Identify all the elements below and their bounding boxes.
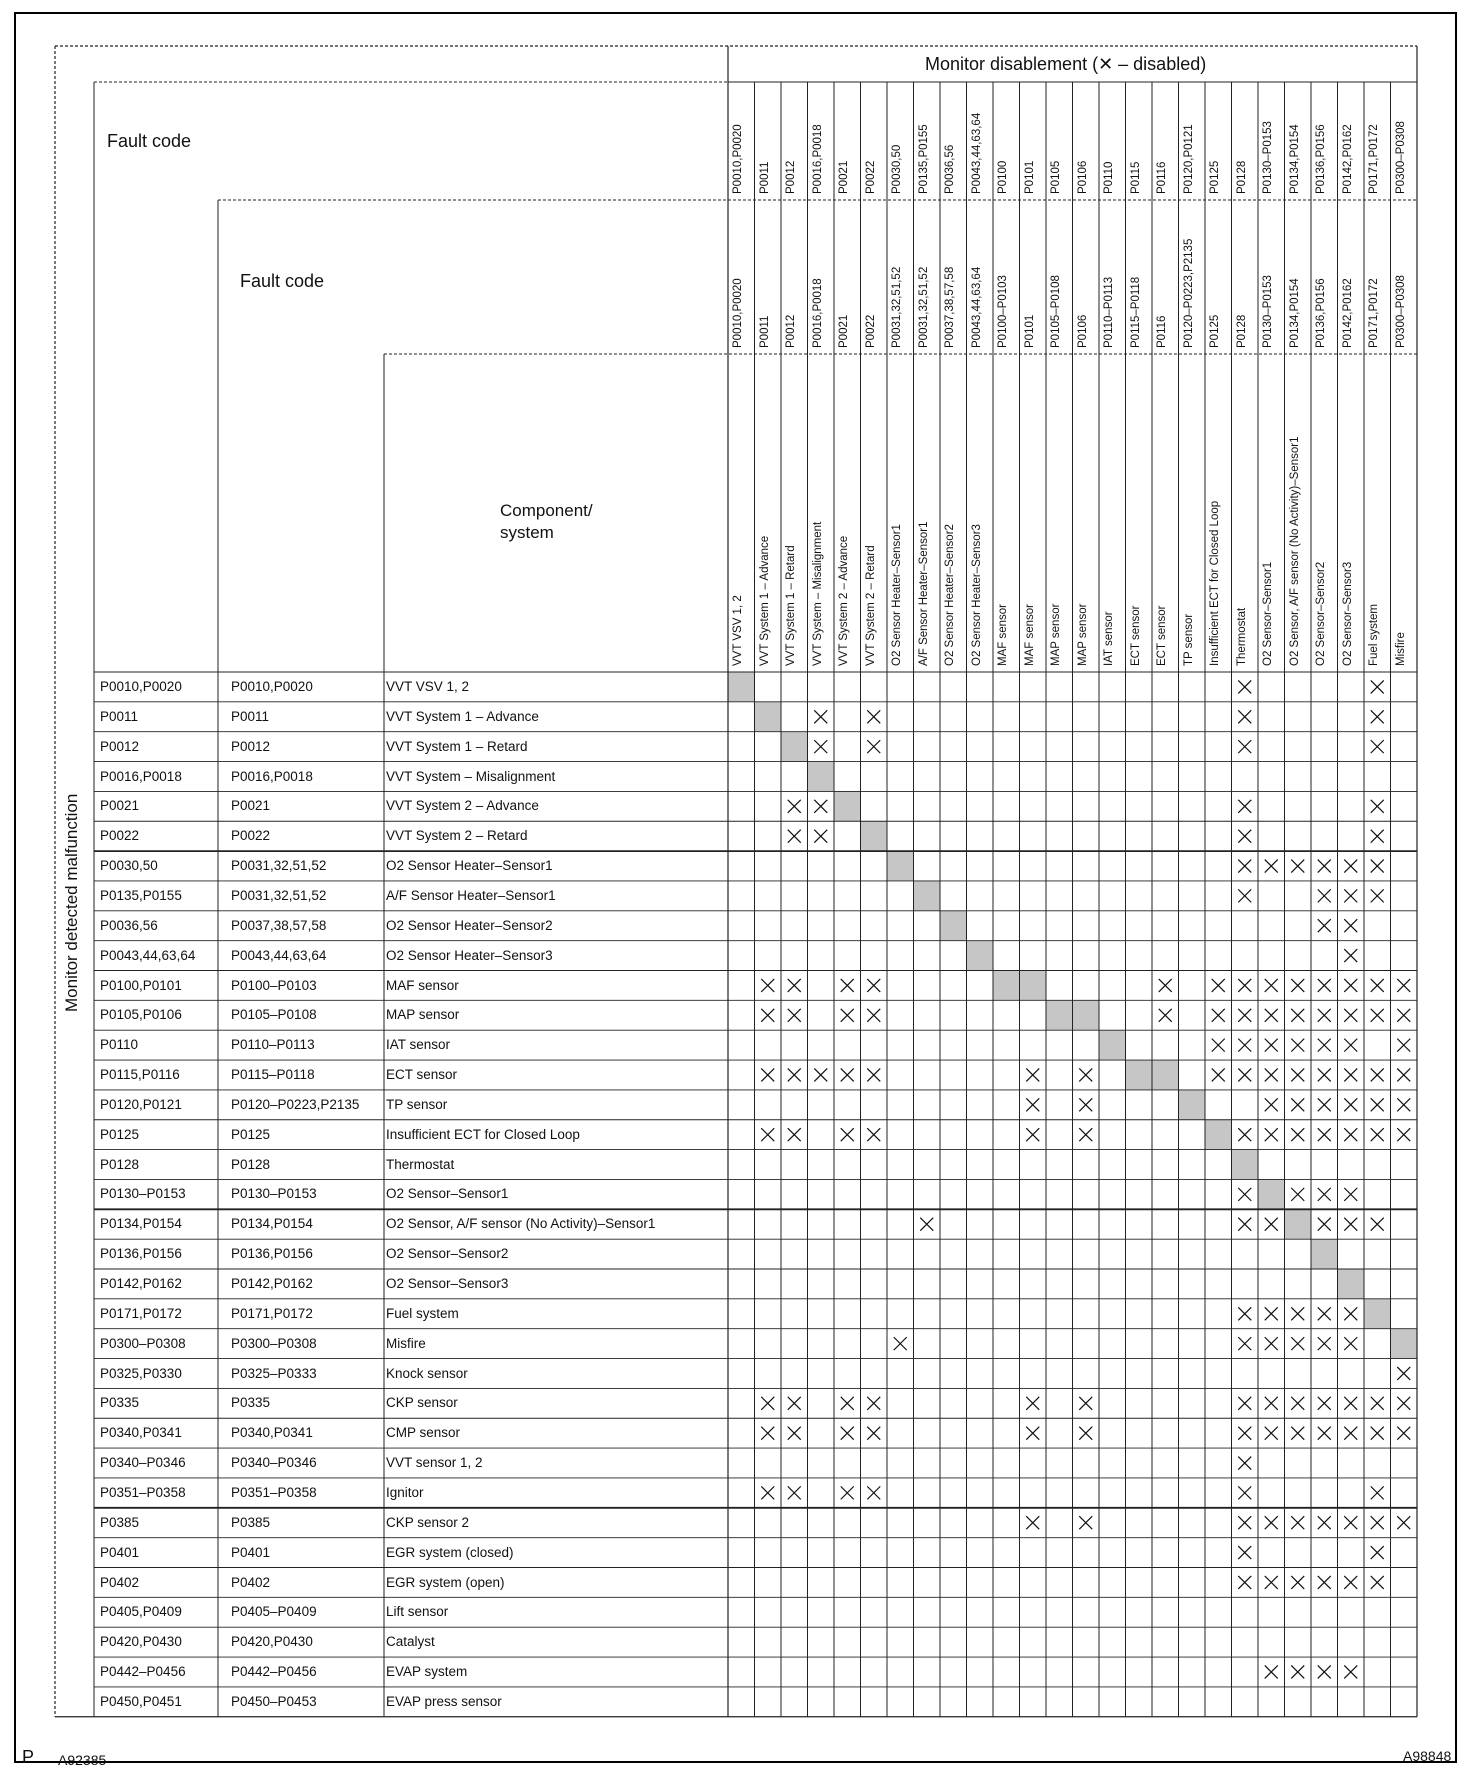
row-code-1: P0385 bbox=[100, 1514, 140, 1530]
column-name: VVT System 2 – Retard bbox=[864, 545, 877, 666]
column-code-1: P0022 bbox=[864, 160, 877, 194]
row-code-1: P0402 bbox=[100, 1574, 140, 1590]
row-code-2: P0022 bbox=[231, 828, 271, 844]
row-code-1: P0450,P0451 bbox=[100, 1693, 182, 1709]
column-name: VVT System 2 – Advance bbox=[838, 535, 850, 666]
row-code-2: P0401 bbox=[231, 1544, 271, 1560]
row-code-2: P0340–P0346 bbox=[231, 1455, 317, 1471]
row-code-1: P0110 bbox=[100, 1037, 139, 1053]
column-name: Misfire bbox=[1394, 632, 1407, 666]
column-name: MAF sensor bbox=[1023, 604, 1036, 666]
component-header-line-2: system bbox=[500, 523, 554, 542]
row-code-1: P0405,P0409 bbox=[100, 1604, 182, 1620]
row-code-1: P0340–P0346 bbox=[100, 1455, 186, 1471]
row-component: VVT System 2 – Retard bbox=[386, 828, 528, 844]
row-code-1: P0134,P0154 bbox=[100, 1216, 182, 1232]
row-code-1: P0135,P0155 bbox=[100, 887, 182, 903]
column-code-1: P0125 bbox=[1209, 160, 1221, 194]
column-code-1: P0110 bbox=[1103, 161, 1115, 194]
row-code-2: P0335 bbox=[231, 1395, 271, 1411]
column-name: VVT System 1 – Advance bbox=[758, 535, 771, 666]
column-code-1: P0128 bbox=[1235, 160, 1248, 194]
row-code-2: P0134,P0154 bbox=[231, 1216, 313, 1232]
column-name: MAP sensor bbox=[1050, 603, 1062, 666]
row-component: CKP sensor 2 bbox=[386, 1514, 470, 1530]
column-code-2: P0300–P0308 bbox=[1394, 275, 1407, 348]
column-name: A/F Sensor Heater–Sensor1 bbox=[917, 521, 930, 666]
fault-code-header-1: Fault code bbox=[107, 131, 192, 151]
row-code-2: P0012 bbox=[231, 738, 271, 754]
column-code-1: P0010,P0020 bbox=[732, 124, 744, 194]
column-code-2: P0021 bbox=[838, 314, 850, 348]
row-component: O2 Sensor, A/F sensor (No Activity)–Sensor1 bbox=[386, 1216, 656, 1232]
row-code-2: P0037,38,57,58 bbox=[231, 917, 327, 933]
row-code-2: P0043,44,63,64 bbox=[231, 947, 327, 963]
row-component: O2 Sensor Heater–Sensor1 bbox=[386, 858, 553, 874]
column-code-1: P0030,50 bbox=[891, 144, 903, 194]
column-code-1: P0036,56 bbox=[944, 144, 956, 194]
column-code-1: P0142,P0162 bbox=[1341, 124, 1354, 194]
column-name: IAT sensor bbox=[1103, 611, 1115, 666]
row-code-1: P0142,P0162 bbox=[100, 1276, 182, 1291]
column-name: ECT sensor bbox=[1129, 605, 1142, 666]
column-code-2: P0171,P0172 bbox=[1368, 278, 1380, 348]
column-code-1: P0106 bbox=[1076, 160, 1089, 194]
row-component: CMP sensor bbox=[386, 1425, 461, 1441]
row-code-2: P0105–P0108 bbox=[231, 1007, 317, 1023]
row-component: VVT System – Misalignment bbox=[386, 768, 556, 784]
column-code-1: P0120,P0121 bbox=[1182, 124, 1195, 194]
column-code-2: P0125 bbox=[1209, 314, 1221, 348]
row-component: MAP sensor bbox=[386, 1007, 460, 1023]
column-code-1: P0134,P0154 bbox=[1288, 124, 1301, 194]
column-code-2: P0120–P0223,P2135 bbox=[1182, 238, 1195, 348]
row-code-2: P0011 bbox=[231, 708, 270, 724]
row-code-2: P0442–P0456 bbox=[231, 1664, 317, 1680]
column-code-1: P0115 bbox=[1129, 161, 1142, 194]
column-code-1: P0135,P0155 bbox=[917, 124, 930, 194]
row-code-1: P0105,P0106 bbox=[100, 1007, 182, 1023]
component-system-header bbox=[500, 500, 593, 544]
row-component: Lift sensor bbox=[386, 1604, 449, 1620]
row-code-1: P0115,P0116 bbox=[100, 1067, 180, 1083]
row-code-1: P0340,P0341 bbox=[100, 1425, 182, 1441]
column-code-1: P0136,P0156 bbox=[1315, 124, 1327, 194]
row-code-2: P0128 bbox=[231, 1156, 271, 1172]
column-code-2: P0012 bbox=[785, 314, 797, 348]
row-code-1: P0171,P0172 bbox=[100, 1305, 182, 1321]
row-component: VVT System 1 – Retard bbox=[386, 738, 528, 754]
row-code-1: P0136,P0156 bbox=[100, 1246, 182, 1262]
row-code-2: P0010,P0020 bbox=[231, 679, 313, 694]
row-code-2: P0110–P0113 bbox=[231, 1037, 315, 1053]
column-code-1: P0012 bbox=[785, 160, 797, 194]
column-code-2: P0037,38,57,58 bbox=[944, 266, 956, 348]
row-code-1: P0125 bbox=[100, 1126, 140, 1142]
row-component: Misfire bbox=[386, 1335, 426, 1351]
column-name: O2 Sensor Heater–Sensor3 bbox=[970, 524, 983, 666]
monitor-detected-label: Monitor detected malfunction bbox=[62, 793, 81, 1012]
column-code-2: P0136,P0156 bbox=[1315, 278, 1327, 348]
row-component: IAT sensor bbox=[386, 1037, 451, 1053]
column-code-2: P0130–P0153 bbox=[1262, 275, 1274, 348]
row-code-2: P0340,P0341 bbox=[231, 1425, 313, 1441]
column-name: O2 Sensor–Sensor2 bbox=[1315, 561, 1327, 666]
column-code-1: P0100 bbox=[997, 160, 1009, 194]
row-code-1: P0022 bbox=[100, 828, 140, 844]
column-name: ECT sensor bbox=[1156, 605, 1168, 666]
row-code-1: P0011 bbox=[100, 708, 139, 724]
column-code-2: P0142,P0162 bbox=[1341, 278, 1354, 348]
column-code-1: P0171,P0172 bbox=[1368, 124, 1380, 194]
row-component: O2 Sensor–Sensor3 bbox=[386, 1276, 509, 1291]
column-code-2: P0106 bbox=[1076, 314, 1089, 348]
column-code-2: P0016,P0018 bbox=[811, 278, 824, 348]
column-code-1: P0016,P0018 bbox=[811, 124, 824, 194]
row-code-1: P0043,44,63,64 bbox=[100, 947, 196, 963]
row-code-2: P0420,P0430 bbox=[231, 1634, 313, 1650]
row-code-2: P0351–P0358 bbox=[231, 1484, 317, 1500]
row-component: EGR system (open) bbox=[386, 1574, 505, 1590]
row-code-1: P0420,P0430 bbox=[100, 1634, 182, 1650]
column-code-2: P0031,32,51,52 bbox=[891, 266, 903, 348]
row-code-2: P0405–P0409 bbox=[231, 1604, 317, 1620]
column-code-2: P0105–P0108 bbox=[1050, 275, 1062, 348]
row-code-2: P0142,P0162 bbox=[231, 1276, 313, 1291]
row-component: Fuel system bbox=[386, 1305, 459, 1321]
row-code-2: P0171,P0172 bbox=[231, 1305, 313, 1321]
row-component: CKP sensor bbox=[386, 1395, 458, 1411]
row-code-1: P0325,P0330 bbox=[100, 1365, 182, 1381]
row-code-2: P0402 bbox=[231, 1574, 271, 1590]
row-code-1: P0010,P0020 bbox=[100, 679, 182, 694]
row-component: EVAP press sensor bbox=[386, 1693, 502, 1709]
row-component: EVAP system bbox=[386, 1664, 468, 1680]
row-component: VVT sensor 1, 2 bbox=[386, 1455, 483, 1471]
column-code-2: P0134,P0154 bbox=[1288, 278, 1301, 348]
row-component: Insufficient ECT for Closed Loop bbox=[386, 1126, 580, 1142]
column-code-1: P0130–P0153 bbox=[1262, 121, 1274, 194]
column-code-2: P0010,P0020 bbox=[732, 278, 744, 348]
row-code-2: P0125 bbox=[231, 1126, 271, 1142]
column-name: Insufficient ECT for Closed Loop bbox=[1209, 500, 1221, 666]
row-code-2: P0031,32,51,52 bbox=[231, 887, 327, 903]
column-code-1: P0300–P0308 bbox=[1394, 121, 1407, 194]
column-name: O2 Sensor Heater–Sensor2 bbox=[944, 524, 956, 666]
row-component: Thermostat bbox=[386, 1156, 455, 1172]
column-code-2: P0100–P0103 bbox=[997, 275, 1009, 348]
column-name: O2 Sensor, A/F sensor (No Activity)–Sensor1 bbox=[1288, 436, 1301, 666]
row-component: Knock sensor bbox=[386, 1365, 468, 1381]
column-name: TP sensor bbox=[1182, 613, 1195, 666]
column-code-2: P0043,44,63,64 bbox=[970, 266, 983, 348]
row-code-2: P0115–P0118 bbox=[231, 1067, 315, 1083]
component-header-line-1: Component/ bbox=[500, 501, 593, 520]
column-name: O2 Sensor–Sensor3 bbox=[1341, 561, 1354, 666]
row-component: O2 Sensor Heater–Sensor2 bbox=[386, 917, 553, 933]
row-code-2: P0021 bbox=[231, 798, 271, 814]
row-component: O2 Sensor Heater–Sensor3 bbox=[386, 947, 553, 963]
row-component: A/F Sensor Heater–Sensor1 bbox=[386, 887, 556, 903]
row-code-1: P0120,P0121 bbox=[100, 1096, 182, 1112]
row-code-1: P0335 bbox=[100, 1395, 140, 1411]
column-name: VVT System 1 – Retard bbox=[785, 545, 797, 666]
row-component: EGR system (closed) bbox=[386, 1544, 514, 1560]
row-code-1: P0012 bbox=[100, 738, 140, 754]
column-code-2: P0110–P0113 bbox=[1103, 276, 1115, 348]
row-code-2: P0450–P0453 bbox=[231, 1693, 317, 1709]
column-name: Thermostat bbox=[1235, 607, 1248, 666]
row-code-2: P0300–P0308 bbox=[231, 1335, 317, 1351]
column-code-1: P0101 bbox=[1023, 160, 1036, 194]
row-code-2: P0100–P0103 bbox=[231, 977, 317, 993]
row-component: O2 Sensor–Sensor1 bbox=[386, 1186, 509, 1202]
row-code-1: P0442–P0456 bbox=[100, 1664, 186, 1680]
column-code-1: P0105 bbox=[1050, 160, 1062, 194]
column-name: VVT VSV 1, 2 bbox=[732, 595, 744, 666]
column-code-2: P0116 bbox=[1156, 315, 1168, 348]
row-code-1: P0100,P0101 bbox=[100, 977, 182, 993]
footer-letter: P bbox=[22, 1747, 35, 1767]
column-code-2: P0011 bbox=[758, 315, 771, 348]
row-code-1: P0401 bbox=[100, 1544, 140, 1560]
row-code-1: P0030,50 bbox=[100, 858, 158, 874]
row-code-1: P0036,56 bbox=[100, 917, 158, 933]
row-code-1: P0351–P0358 bbox=[100, 1484, 186, 1500]
row-code-1: P0016,P0018 bbox=[100, 768, 182, 784]
column-name: Fuel system bbox=[1368, 604, 1380, 666]
column-code-2: P0022 bbox=[864, 314, 877, 348]
footer-left-id: A92385 bbox=[58, 1752, 107, 1768]
row-component: Catalyst bbox=[386, 1634, 435, 1650]
fault-code-header-2: Fault code bbox=[240, 271, 325, 291]
row-component: TP sensor bbox=[386, 1096, 448, 1112]
column-code-1: P0116 bbox=[1156, 161, 1168, 194]
row-code-2: P0120–P0223,P2135 bbox=[231, 1096, 360, 1112]
column-code-2: P0101 bbox=[1023, 314, 1036, 348]
column-code-2: P0115–P0118 bbox=[1129, 276, 1142, 348]
row-component: VVT System 1 – Advance bbox=[386, 708, 539, 724]
column-name: O2 Sensor–Sensor1 bbox=[1262, 561, 1274, 666]
row-code-2: P0136,P0156 bbox=[231, 1246, 313, 1262]
row-code-1: P0128 bbox=[100, 1156, 140, 1172]
row-component: MAF sensor bbox=[386, 977, 459, 993]
row-component: ECT sensor bbox=[386, 1067, 458, 1083]
row-code-2: P0325–P0333 bbox=[231, 1365, 317, 1381]
row-code-2: P0016,P0018 bbox=[231, 768, 313, 784]
column-code-2: P0031,32,51,52 bbox=[917, 266, 930, 348]
column-code-1: P0021 bbox=[838, 160, 850, 194]
row-component: VVT System 2 – Advance bbox=[386, 798, 539, 814]
row-component: VVT VSV 1, 2 bbox=[386, 679, 470, 694]
column-name: MAP sensor bbox=[1076, 603, 1089, 666]
row-component: Ignitor bbox=[386, 1484, 424, 1500]
row-component: O2 Sensor–Sensor2 bbox=[386, 1246, 509, 1262]
column-name: VVT System – Misalignment bbox=[811, 521, 824, 666]
column-code-1: P0043,44,63,64 bbox=[970, 112, 983, 194]
row-code-1: P0300–P0308 bbox=[100, 1335, 186, 1351]
column-code-2: P0128 bbox=[1235, 314, 1248, 348]
column-name: O2 Sensor Heater–Sensor1 bbox=[891, 524, 903, 666]
footer-right-id: A98848 bbox=[1403, 1748, 1452, 1764]
row-code-2: P0385 bbox=[231, 1514, 271, 1530]
column-name: MAF sensor bbox=[997, 604, 1009, 666]
row-code-2: P0130–P0153 bbox=[231, 1186, 317, 1202]
row-code-1: P0130–P0153 bbox=[100, 1186, 186, 1202]
row-code-1: P0021 bbox=[100, 798, 140, 814]
column-code-1: P0011 bbox=[758, 161, 771, 194]
monitor-title: Monitor disablement (✕ – disabled) bbox=[925, 54, 1207, 74]
row-code-2: P0031,32,51,52 bbox=[231, 858, 327, 874]
